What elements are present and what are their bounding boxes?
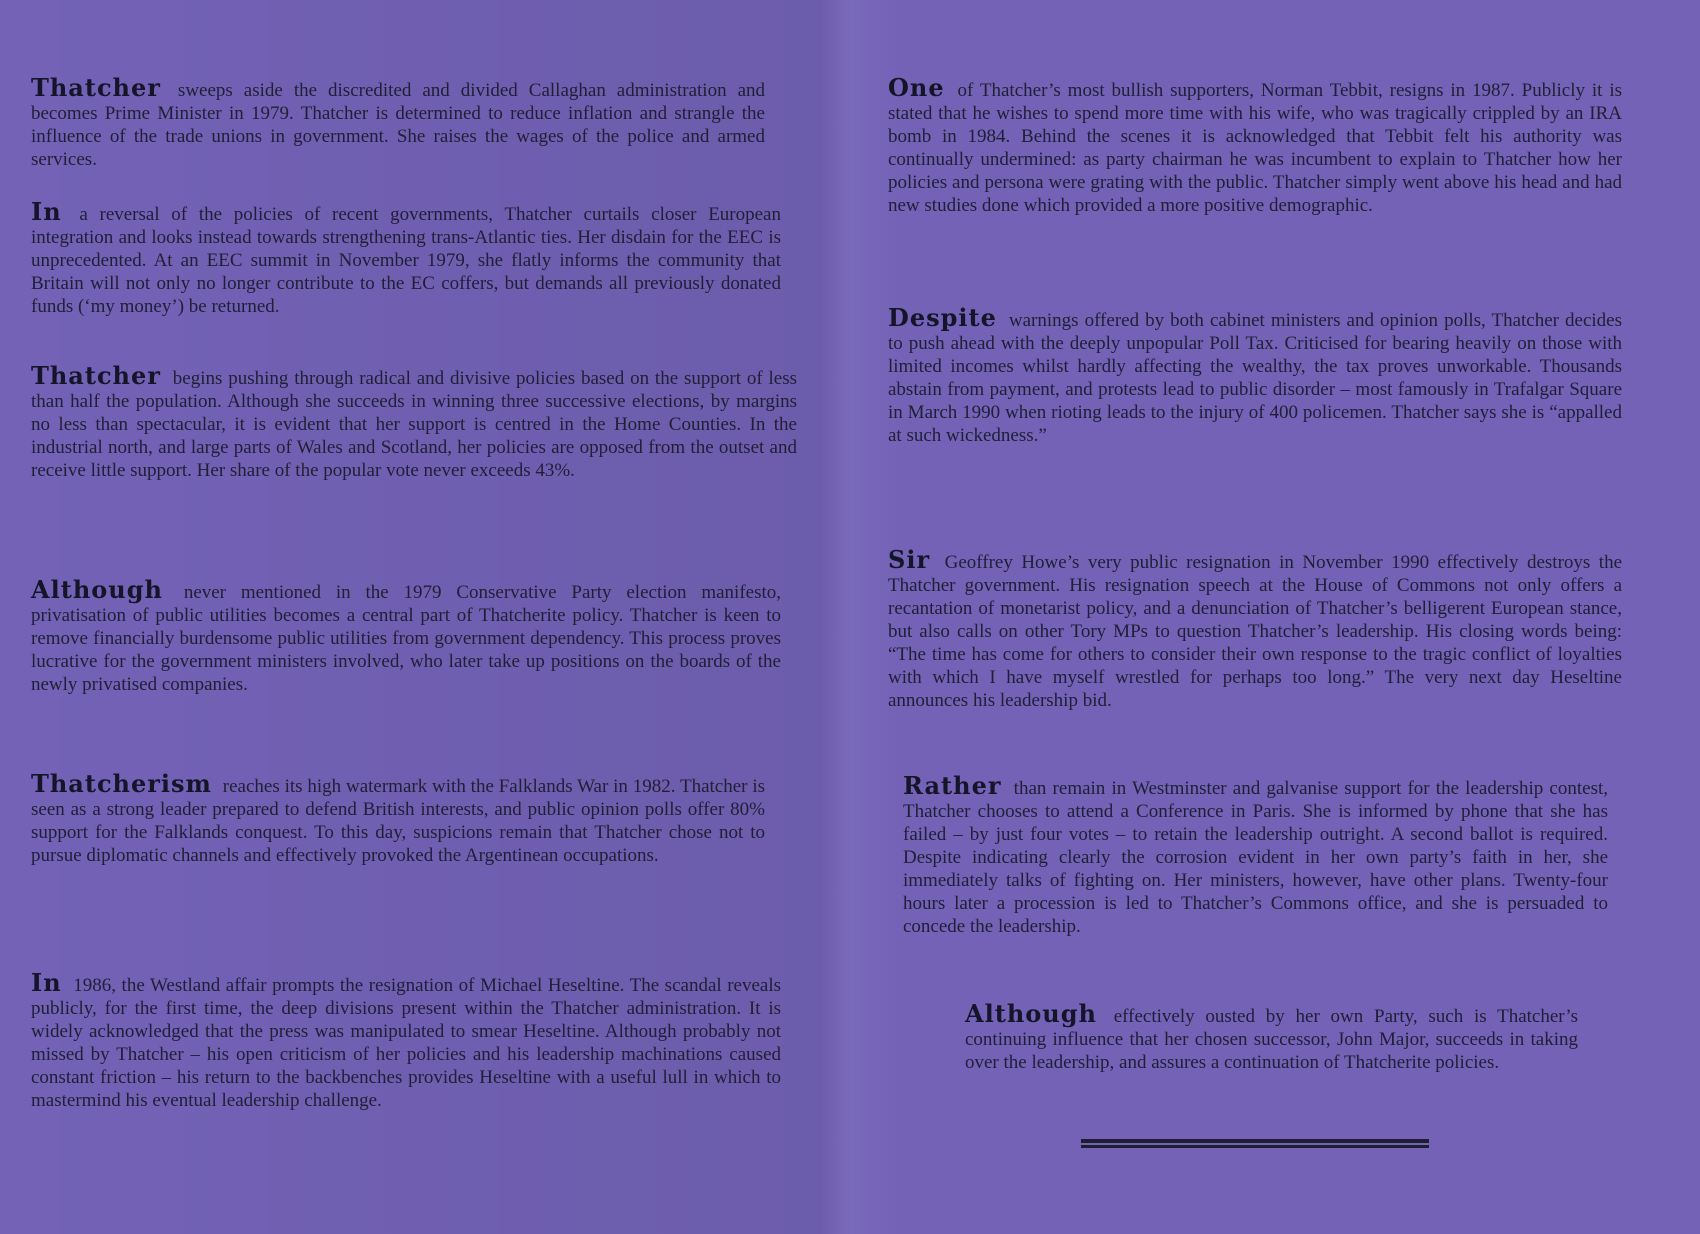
paragraph-text: never mentioned in the 1979 Conservative Party election manifesto, privatisation of public utilities becomes a central part of Thatcherite policy. Thatcher is keen to remove financially burdensome public utilities from government dependency. This process proves lucrative for the government ministers involved, who later take up positions on the boards of the newly privatised companies. [31, 582, 782, 695]
paragraph-howe-resignation [888, 545, 1623, 712]
paragraph-text: begins pushing through radical and divisive policies based on the support of less than half the population. Although she succeeds in winning three successive elections, by margins no less than spectacular, it is evident that her support is centred in the Home Counties. In the industrial north, and large parts of Wales and Scotland, her policies are opposed from the outset and receive little support. Her share of the popular vote never exceeds 43%. [31, 368, 798, 481]
paragraph-falklands [31, 769, 765, 867]
paragraph-text: than remain in Westminster and galvanise support for the leadership contest, Thatcher chooses to attend a Conference in Paris. She is informed by phone that she has failed – by just four votes – to retain the leadership outright. A second ballot is required. Despite indicating clearly the corrosion evident in her own party’s faith in her, she immediately talks of fighting on. Her ministers, however, have other plans. Twenty-four hours later a procession is led to Thatcher’s Commons office, and she is persuaded to concede the leadership. [903, 778, 1608, 937]
drop-word: In [31, 197, 62, 226]
drop-word: Thatcher [31, 73, 161, 102]
paragraph-text: effectively ousted by her own Party, such is Thatcher’s continuing influence that her chosen successor, John Major, succeeds in taking over the leadership, and assures a continuation of Thatcherite policies. [965, 1006, 1578, 1073]
paragraph-privatisation [31, 575, 782, 696]
closing-double-rule [1081, 1139, 1429, 1149]
paragraph-text: Geoffrey Howe’s very public resignation in November 1990 effectively destroys the Thatcher government. His resignation speech at the House of Commons not only offers a recantation of monetarist policy, and a denunciation of Thatcher’s belligerent European stance, but also calls on other Tory MPs to question Thatcher’s leadership. His closing words being: “The time has come for others to consider their own response to the tragic conflict of loyalties with which I have myself wrestled for perhaps too long.” The very next day Heseltine announces his leadership bid. [888, 552, 1623, 711]
drop-word: Although [31, 575, 163, 604]
drop-word: Despite [888, 303, 997, 332]
paragraph-text: sweeps aside the discredited and divided Callaghan administration and becomes Prime Minister in 1979. Thatcher is determined to reduce inflation and strangle the influence of the trade unions in government. She raises the wages of the police and armed services. [31, 80, 765, 170]
paragraph-paris-conference [903, 771, 1608, 938]
drop-word: Thatcherism [31, 769, 212, 798]
paragraph-westland-affair [31, 968, 782, 1112]
paragraph-tebbit-resigns [888, 73, 1622, 217]
drop-word: Sir [888, 545, 931, 574]
paragraph-text: a reversal of the policies of recent governments, Thatcher curtails closer European integration and looks instead towards strengthening trans-Atlantic ties. Her disdain for the EEC is unprecedented. At an EEC summit in November 1979, she flatly informs the community that Britain will not only no longer contribute to the EC coffers, but demands all previously donated funds (‘my money’) be returned. [31, 204, 781, 317]
paragraph-major-succeeds [965, 999, 1578, 1074]
paragraph-text: warnings offered by both cabinet ministers and opinion polls, Thatcher decides to push ahead with the deeply unpopular Poll Tax. Criticised for bearing heavily on those with limited incomes whilst hardly affecting the wealthy, the tax proves unworkable. Thousands abstain from payment, and protests lead to public disorder – most famously in Trafalgar Square in March 1990 when rioting leads to the injury of 400 policemen. Thatcher says she is “appalled at such wickedness.” [888, 310, 1622, 446]
rule-line-top [1081, 1139, 1429, 1143]
paragraph-divisive-policies [31, 361, 798, 482]
drop-word: Rather [903, 771, 1002, 800]
paragraph-thatcher-becomes-pm [31, 73, 765, 171]
drop-word: One [888, 73, 945, 102]
paragraph-text: of Thatcher’s most bullish supporters, Norman Tebbit, resigns in 1987. Publicly it is stated that he wishes to spend more time with his wife, who was tragically crippled by an IRA bomb in 1984. Behind the scenes it is acknowledged that Tebbit felt his authority was continually undermined: as party chairman he was incumbent to explain to Thatcher how her policies and persona were grating with the public. Thatcher simply went above his head and had new studies done which provided a more positive demographic. [888, 80, 1622, 216]
paragraph-eec-reversal [31, 197, 781, 318]
drop-word: In [31, 968, 62, 997]
paragraph-text: 1986, the Westland affair prompts the resignation of Michael Heseltine. The scandal reveals publicly, for the first time, the deep divisions present within the Thatcher administration. It is widely acknowledged that the press was manipulated to smear Heseltine. Although probably not missed by Thatcher – his open criticism of her policies and his leadership machinations caused constant friction – his return to the backbenches provides Heseltine with a useful lull in which to mastermind his eventual leadership challenge. [31, 975, 782, 1111]
paragraph-poll-tax [888, 303, 1622, 447]
paragraph-text: reaches its high watermark with the Falklands War in 1982. Thatcher is seen as a strong leader prepared to defend British interests, and public opinion polls offer 80% support for the Falklands conquest. To this day, suspicions remain that Thatcher chose not to pursue diplomatic channels and effectively provoked the Argentinean occupations. [31, 776, 765, 866]
drop-word: Thatcher [31, 361, 161, 390]
drop-word: Although [965, 999, 1097, 1028]
rule-line-bottom [1081, 1145, 1429, 1148]
